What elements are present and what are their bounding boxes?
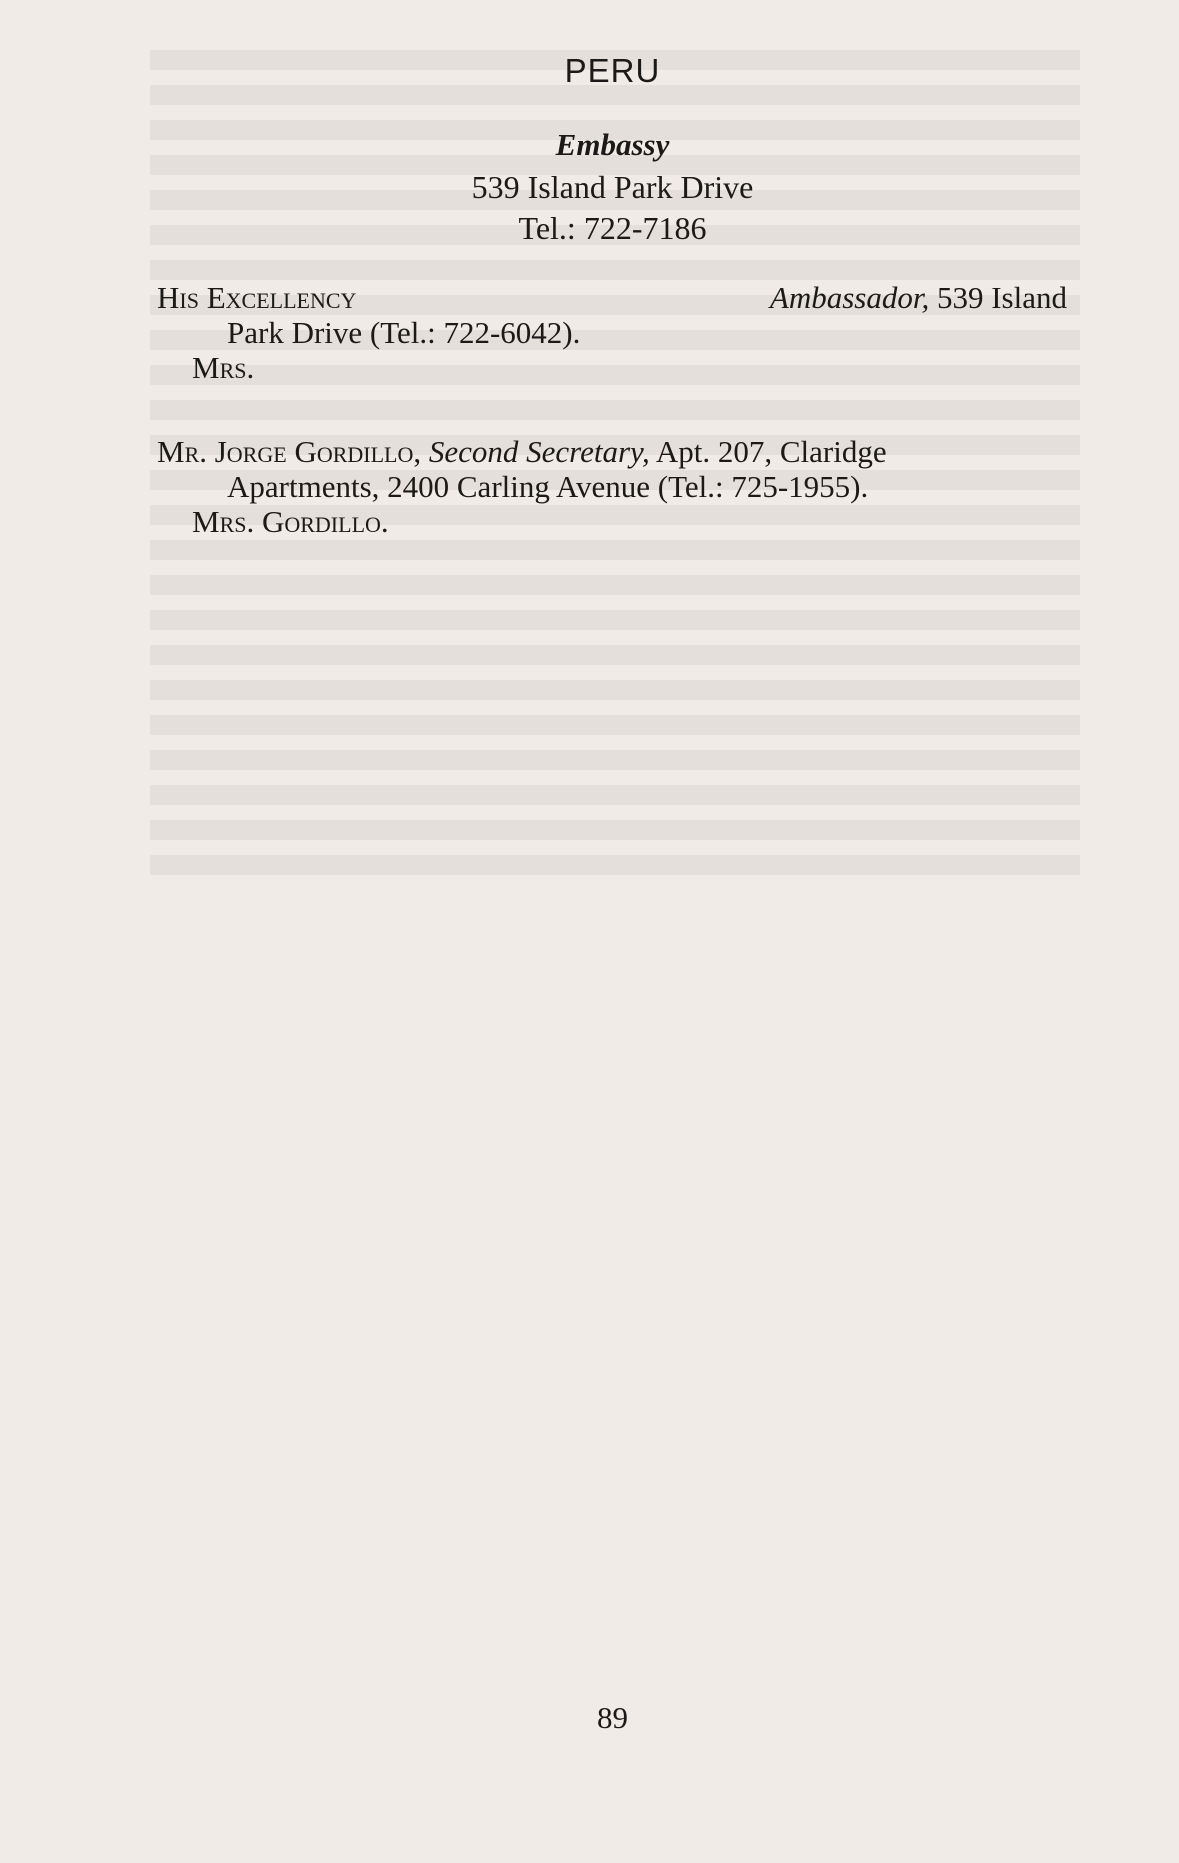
mission-type: Embassy <box>555 127 670 162</box>
page-number: 89 <box>597 1700 628 1735</box>
diplomat-entry <box>157 434 1067 539</box>
spouse-name: Mrs. Gordillo. <box>192 504 389 539</box>
diplomat-address-continued: Park Drive (Tel.: 722-6042). <box>227 315 581 350</box>
spouse-name: Mrs. <box>192 350 255 385</box>
entry-first-line <box>157 434 1067 469</box>
diplomat-title: His Excellency <box>157 280 357 315</box>
country-heading: PERU <box>564 52 661 89</box>
diplomat-name: Mr. Jorge Gordillo, <box>157 434 422 469</box>
mission-telephone: Tel.: 722-7186 <box>518 210 707 246</box>
entry-first-line <box>157 280 1067 315</box>
diplomat-entry <box>157 280 1067 385</box>
mission-address: 539 Island Park Drive <box>471 169 754 205</box>
diplomat-address-start: 539 Island <box>936 280 1067 315</box>
diplomat-role: Second Secretary, <box>428 434 650 469</box>
diplomat-role: Ambassador, <box>769 280 930 315</box>
diplomat-address-continued: Apartments, 2400 Carling Avenue (Tel.: 725-1955). <box>227 469 869 504</box>
diplomat-address-start: Apt. 207, Claridge <box>655 434 887 469</box>
